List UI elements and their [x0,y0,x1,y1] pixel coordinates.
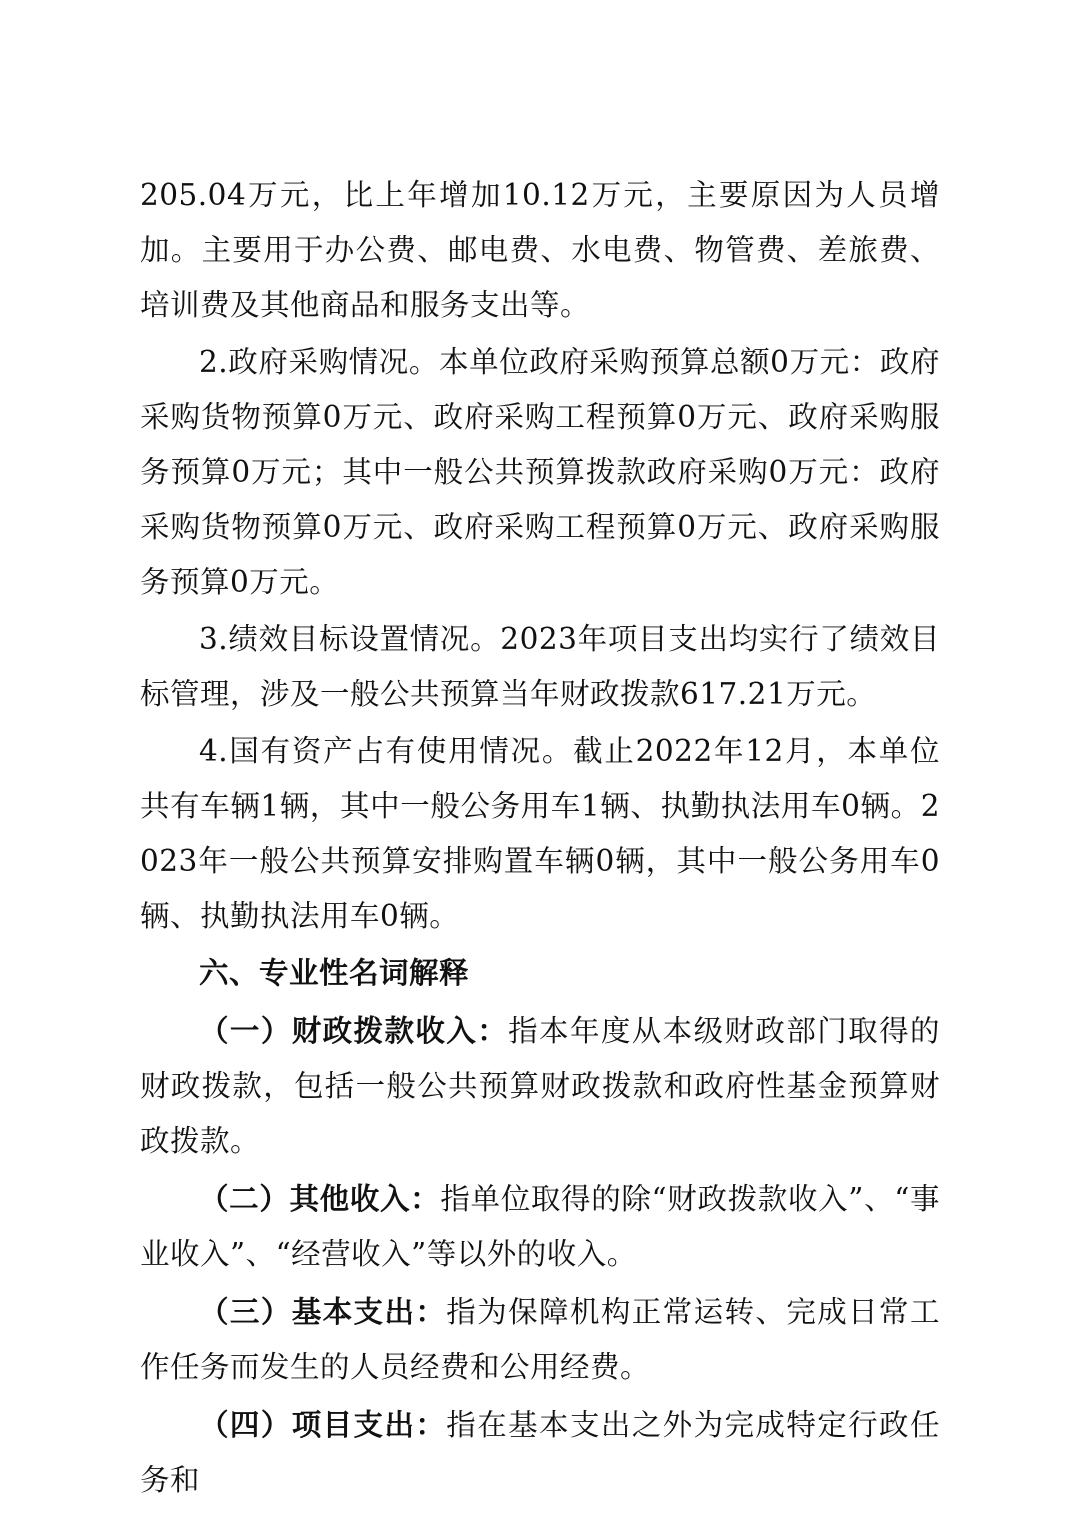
definition-text: 指在基本支出之外为完成特定行政任务和 [140,1408,940,1497]
definition-item [140,1284,940,1395]
paragraph-state-assets: 4.国有资产占有使用情况。截止2022年12月，本单位共有车辆1辆，其中一般公务用车1辆、执勤执法用车0辆。2023年一般公共预算安排购置车辆0辆，其中一般公务用车0辆、执勤执法用车0辆。 [140,734,940,933]
definition-item [140,1397,940,1508]
definition-item [140,1003,940,1169]
definition-text: 指为保障机构正常运转、完成日常工作任务而发生的人员经费和公用经费。 [140,1295,940,1384]
document-page [140,168,940,1508]
definition-term: （三）基本支出： [199,1294,447,1329]
definition-text: 指单位取得的除“财政拨款收入”、“事业收入”、“经营收入”等以外的收入。 [140,1182,940,1271]
definition-term: （四）项目支出： [199,1407,447,1442]
paragraph-expenditure-continued: 205.04万元，比上年增加10.12万元，主要原因为人员增加。主要用于办公费、邮电费、水电费、物管费、差旅费、培训费及其他商品和服务支出等。 [140,178,940,322]
definition-term: （一）财政拨款收入： [199,1013,509,1048]
paragraph-government-procurement: 2.政府采购情况。本单位政府采购预算总额0万元：政府采购货物预算0万元、政府采购工程预算0万元、政府采购服务预算0万元；其中一般公共预算拨款政府采购0万元：政府采购货物预算0万元、政府采购工程预算0万元、政府采购服务预算0万元。 [140,345,940,599]
section-heading-terms: 六、专业性名词解释 [199,956,470,990]
definition-text: 指本年度从本级财政部门取得的财政拨款，包括一般公共预算财政拨款和政府性基金预算财政拨款。 [140,1014,940,1158]
paragraph-performance-targets: 3.绩效目标设置情况。2023年项目支出均实行了绩效目标管理，涉及一般公共预算当年财政拨款617.21万元。 [140,622,940,711]
definition-item [140,1171,940,1282]
definition-term: （二）其他收入： [199,1181,441,1216]
